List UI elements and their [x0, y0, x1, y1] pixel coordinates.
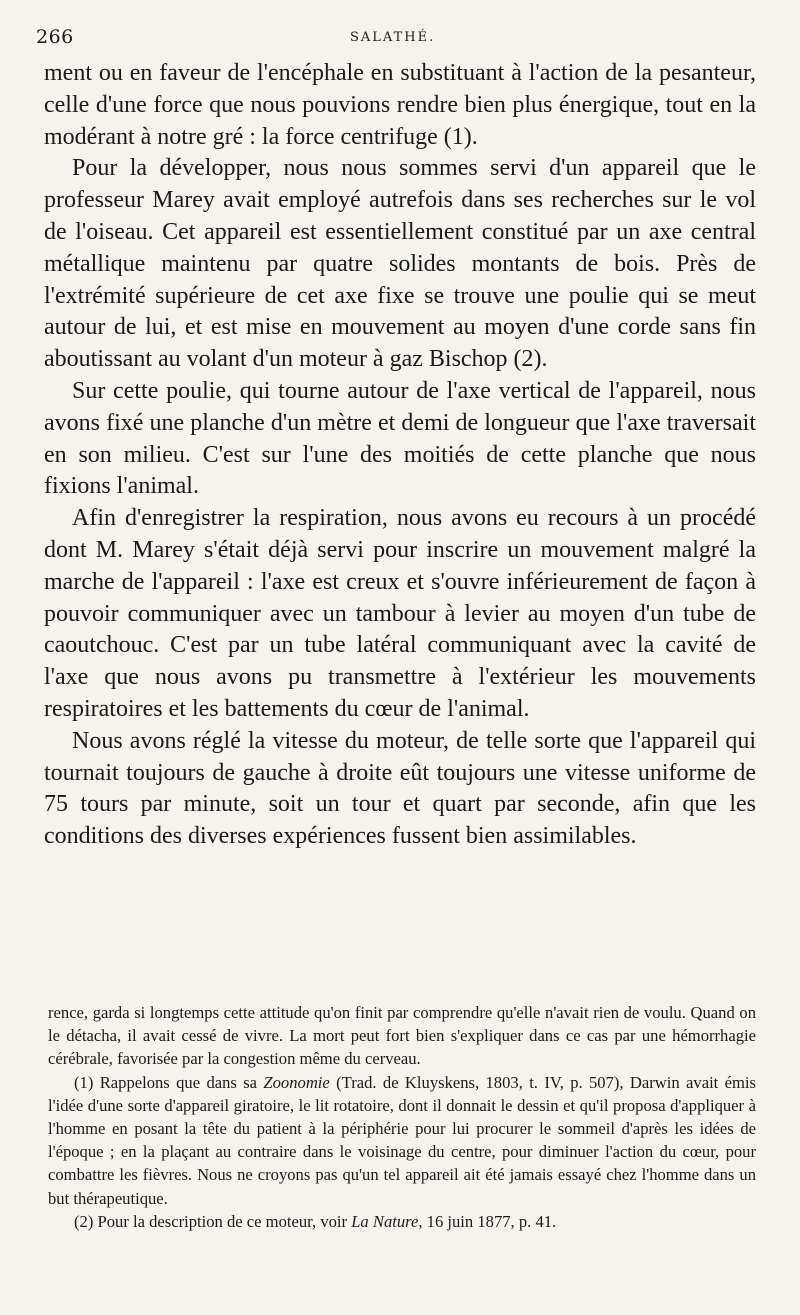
- footnote-1: [48, 1071, 756, 1210]
- footnote-2: [48, 1210, 756, 1233]
- paragraph: Pour la développer, nous nous sommes servi d'un appareil que le professeur Marey avait employé autrefois dans ses recherches sur le vol de l'oiseau. Cet appareil est essentiellement constitué par un axe central métallique maintenu par quatre solides montants de bois. Près de l'extrémité supérieure de cet axe fixe se trouve une poulie qui se meut autour de lui, et est mise en mouvement au moyen d'une corde sans fin aboutissant au volant d'un moteur à gaz Bischop (2).: [44, 155, 756, 373]
- main-text: [44, 58, 756, 853]
- footnote-continuation: rence, garda si longtemps cette attitude qu'on finit par comprendre qu'elle n'avait rien de voulu. Quand on le détacha, il avait cessé de vivre. La mort peut fort bien s'expliquer dans ce cas par une hémorrhagie cérébrale, favorisée par la congestion même du cerveau.: [48, 1003, 756, 1069]
- footnote-1-text-end: (Trad. de Kluyskens, 1803, t. IV, p. 507), Darwin avait émis l'idée d'une sorte d'appareil giratoire, le lit rotatoire, dont il donnait le dessin et qu'il proposa d'appliquer à l'homme en posant la tête du patient à la périphérie pour lui procurer le sommeil d'après les idées de l'époque ; en la plaçant au contraire dans le voisinage du centre, pour diminuer l'action du cœur, pour combattre les fièvres. Nous ne croyons pas qu'un tel appareil ait été jamais essayé chez l'homme dans un but thérapeutique.: [48, 1072, 756, 1208]
- footnotes: [48, 1001, 756, 1233]
- page-number: 266: [36, 26, 74, 48]
- footnote-1-text-start: (1) Rappelons que dans sa: [74, 1072, 264, 1092]
- paragraph: Nous avons réglé la vitesse du moteur, de telle sorte que l'appareil qui tournait toujours de gauche à droite eût toujours une vitesse uniforme de 75 tours par minute, soit un tour et quart par seconde, afin que les conditions des diverses expériences fussent bien assimilables.: [44, 727, 756, 850]
- page-header: [0, 26, 800, 54]
- running-title: SALATHÉ.: [350, 30, 436, 45]
- footnote-1-work-title: Zoonomie: [263, 1072, 330, 1092]
- paragraph: Afin d'enregistrer la respiration, nous avons eu recours à un procédé dont M. Marey s'était déjà servi pour inscrire un mouvement malgré la marche de l'appareil : l'axe est creux et s'ouvre inférieurement de façon à pouvoir communiquer avec un tambour à levier au moyen d'un tube de caoutchouc. C'est par un tube latéral communiquant avec la cavité de l'axe que nous avons pu transmettre à l'extérieur les mouvements respiratoires et les battements du cœur de l'animal.: [44, 505, 756, 722]
- paragraph: Sur cette poulie, qui tourne autour de l'axe vertical de l'appareil, nous avons fixé une planche d'un mètre et demi de longueur que l'axe traversait en son milieu. C'est sur l'une des moitiés de cette planche que nous fixions l'animal.: [44, 377, 756, 500]
- paragraph-continuation: ment ou en faveur de l'encéphale en substituant à l'action de la pesanteur, celle d'une force que nous pouvions rendre bien plus énergique, tout en la modérant à notre gré : la force centrifuge (1).: [44, 60, 756, 150]
- footnote-2-journal-title: La Nature: [351, 1211, 419, 1231]
- footnote-2-text-start: (2) Pour la description de ce moteur, voir: [74, 1211, 352, 1231]
- footnote-2-text-end: , 16 juin 1877, p. 41.: [418, 1211, 557, 1231]
